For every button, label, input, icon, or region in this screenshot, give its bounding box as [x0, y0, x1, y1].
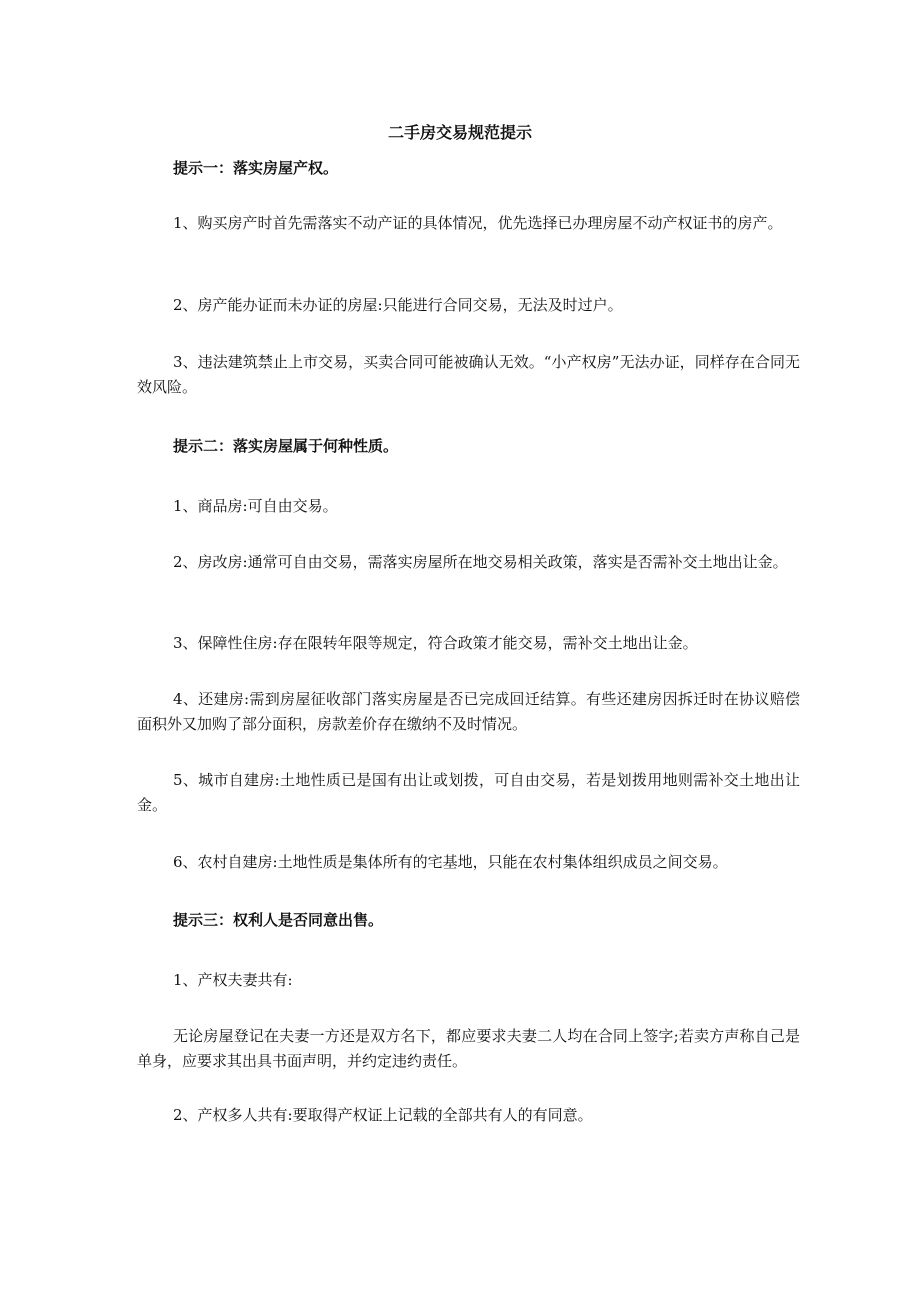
section-2-item-6: 6、农村自建房:土地性质是集体所有的宅基地，只能在农村集体组织成员之间交易。 [173, 853, 728, 871]
section-3-item-1: 1、产权夫妻共有: [173, 971, 293, 989]
section-1-item-3: 3、违法建筑禁止上市交易，买卖合同可能被确认无效。“小产权房”无法办证，同样存在合同无效风险。 [137, 353, 800, 396]
section-1-heading: 提示一：落实房屋产权。 [173, 159, 339, 177]
section-2-item-5: 5、城市自建房:土地性质已是国有出让或划拨，可自由交易，若是划拨用地则需补交土地出让金。 [137, 771, 800, 814]
document-title: 二手房交易规范提示 [387, 123, 532, 142]
section-2-item-3: 3、保障性住房:存在限转年限等规定，符合政策才能交易，需补交土地出让金。 [173, 634, 698, 652]
section-2-item-4: 4、还建房:需到房屋征收部门落实房屋是否已完成回迁结算。有些还建房因拆迁时在协议赔偿面积外又加购了部分面积，房款差价存在缴纳不及时情况。 [137, 690, 800, 733]
section-3-item-2: 无论房屋登记在夫妻一方还是双方名下，都应要求夫妻二人均在合同上签字;若卖方声称自己是单身，应要求其出具书面声明，并约定违约责任。 [137, 1027, 800, 1070]
section-2-heading: 提示二：落实房屋属于何种性质。 [173, 437, 399, 455]
section-1-item-1: 1、购买房产时首先需落实不动产证的具体情况，优先选择已办理房屋不动产权证书的房产。 [173, 214, 783, 232]
section-2-item-1: 1、商品房:可自由交易。 [173, 497, 338, 515]
section-1-item-2: 2、房产能办证而未办证的房屋:只能进行合同交易，无法及时过户。 [173, 296, 623, 314]
section-3-item-3: 2、产权多人共有:要取得产权证上记载的全部共有人的有同意。 [173, 1106, 593, 1124]
section-3-heading: 提示三：权利人是否同意出售。 [173, 911, 384, 929]
section-2-item-2: 2、房改房:通常可自由交易，需落实房屋所在地交易相关政策，落实是否需补交土地出让金。 [173, 553, 788, 571]
